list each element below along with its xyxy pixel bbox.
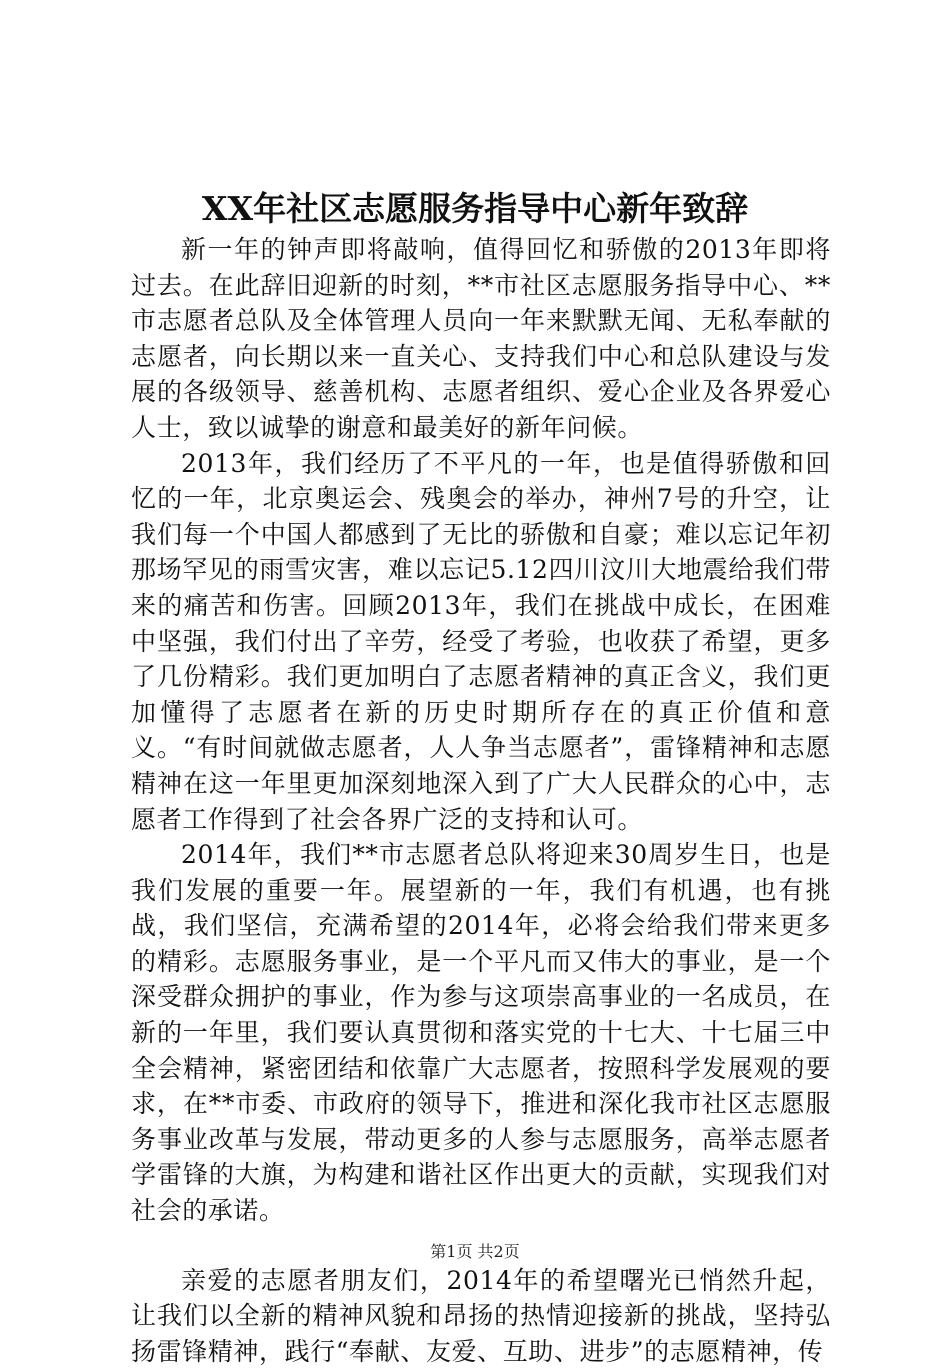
paragraph-greeting: 新一年的钟声即将敲响，值得回忆和骄傲的2013年即将过去。在此辞旧迎新的时刻，**市社区志愿服务指导中心、**市志愿者总队及全体管理人员向一年来默默无闻、无私奉献的志愿者，向长期以来一直关心、支持我们中心和总队建设与发展的各级领导、慈善机构、志愿者组织、爱心企业及各界爱心人士，致以诚挚的谢意和最美好的新年问候。 [131,235,831,442]
paragraph-outlook-2014: 2014年，我们**市志愿者总队将迎来30周岁生日，也是我们发展的重要一年。展望新的一年，我们有机遇，也有挑战，我们坚信，充满希望的2014年，必将会给我们带来更多的精彩。志愿服务事业，是一个平凡而又伟大的事业，是一个深受群众拥护的事业，作为参与这项崇高事业的一名成员，在新的一年里，我们要认真贯彻和落实党的十七大、十七届三中全会精神，紧密团结和依靠广大志愿者，按照科学发展观的要求，在**市委、市政府的领导下，推进和深化我市社区志愿服务事业改革与发展，带动更多的人参与志愿服务，高举志愿者学雷锋的大旗，为构建和谐社区作出更大的贡献，实现我们对社会的承诺。 [131,840,831,1226]
page-number-footer: 第1页 共2页 [430,1242,520,1261]
document-body [131,232,831,1369]
document-title: XX年社区志愿服务指导中心新年致辞 [201,189,749,228]
paragraph-review-2013: 2013年，我们经历了不平凡的一年，也是值得骄傲和回忆的一年，北京奥运会、残奥会的举办，神州7号的升空，让我们每一个中国人都感到了无比的骄傲和自豪；难以忘记年初那场罕见的雨雪灾害，难以忘记5.12四川汶川大地震给我们带来的痛苦和伤害。回顾2013年，我们在挑战中成长，在困难中坚强，我们付出了辛劳，经受了考验，也收获了希望，更多了几份精彩。我们更加明白了志愿者精神的真正含义，我们更加懂得了志愿者在新的历史时期所存在的真正价值和意义。“有时间就做志愿者，人人争当志愿者”，雷锋精神和志愿精神在这一年里更加深刻地深入到了广大人民群众的心中，志愿者工作得到了社会各界广泛的支持和认可。 [131,448,831,834]
paragraph-closing: 亲爱的志愿者朋友们，2014年的希望曙光已悄然升起，让我们以全新的精神风貌和昂扬的热情迎接新的挑战，坚持弘扬雷锋精神，践行“奉献、友爱、互助、进步”的志愿精神，传 [131,1265,831,1366]
